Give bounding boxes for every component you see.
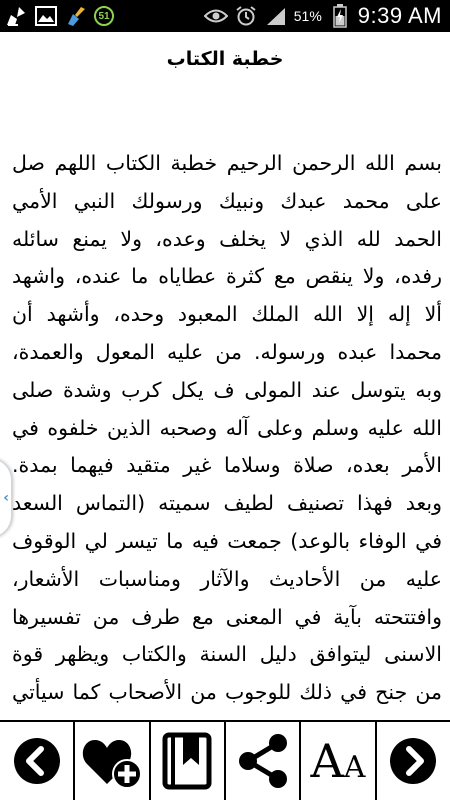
- chevron-right-circle-icon: [388, 736, 438, 786]
- share-button[interactable]: [226, 722, 301, 800]
- chevron-left-circle-icon: [12, 736, 62, 786]
- system-icons: [204, 2, 442, 30]
- notification-count-badge: 51: [94, 6, 114, 26]
- book-body-text: بسم الله الرحمن الرحيم خطبة الكتاب اللهم صل على محمد عبدك ونبيك ورسولك النبي الأمي الحمد لله الذي لا يخلف وعده، ولا يمنع سائله رفده، ولا ينقص مع كثرة عطاياه ما عنده، واشهد ألا إله إلا الله الملك المعبود وحده، وأشهد أن محمدا عبده ورسوله. من عليه المعول والعمدة، وبه يتوسل عند المولى ف يكل كرب وشدة صلى الله عليه وسلم وعلى آله وصحبه الذين خلفوه في الأمر بعده، صلاة وسلاما غير متقيد فيهما بمدة. وبعد فهذا تصنيف لطيف سميته (التماس السعد في الوفاء بالوعد) جمعت فيه ما تيسر لي الوقوف عليه من الأحاديث والآثار ومناسبات الأشعار، وافتتحته بآية في المعنى مع طرف من تفسيرها الاسنى ليتوافق دليل السنة والكتاب ويظهر قوة من جنح في ذلك للوجوب من الأصحاب كما سيأتي: [12, 151, 442, 705]
- font-size-large-a: A: [310, 734, 344, 788]
- font-size-button[interactable]: [301, 722, 376, 800]
- cleaner-broom-icon: [64, 4, 88, 28]
- page-title: خطبة الكتاب: [166, 48, 284, 70]
- signal-strength-icon: [264, 4, 288, 28]
- clean-master-broom-icon: [4, 4, 28, 28]
- status-bar: [0, 0, 450, 32]
- side-drawer-handle[interactable]: [0, 458, 12, 538]
- share-icon: [236, 733, 290, 789]
- bookmark-book-icon: [159, 731, 215, 791]
- font-size-icon: [310, 734, 366, 788]
- notification-icons: [4, 4, 114, 28]
- heart-plus-icon: [81, 732, 143, 790]
- clock: 9:39 AM: [357, 3, 442, 28]
- eye-icon: [204, 4, 228, 28]
- chevron-right-icon: ‹: [3, 490, 9, 506]
- battery-percent: 51%: [293, 8, 322, 24]
- bottom-toolbar: [0, 720, 450, 800]
- previous-page-button[interactable]: [0, 722, 75, 800]
- gallery-image-icon: [34, 4, 58, 28]
- alarm-clock-icon: [234, 4, 258, 28]
- next-page-button[interactable]: [377, 722, 450, 800]
- add-favorite-button[interactable]: [75, 722, 150, 800]
- bookmark-button[interactable]: [151, 722, 226, 800]
- book-content[interactable]: [12, 145, 442, 713]
- battery-icon: [328, 4, 352, 28]
- font-size-small-a: A: [343, 750, 366, 785]
